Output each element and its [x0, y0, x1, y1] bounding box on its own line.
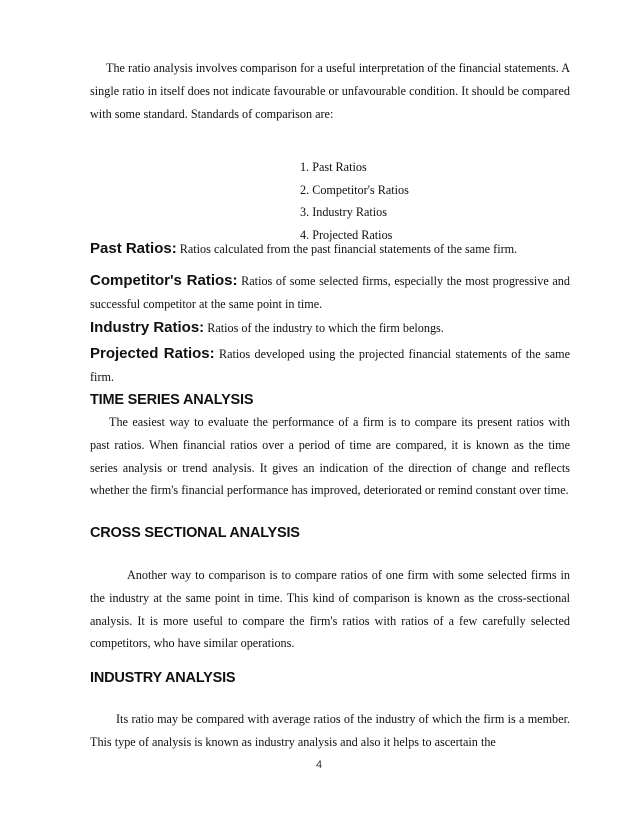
standards-list-item: 2. Competitor's Ratios — [300, 182, 409, 197]
standards-list-item: 1. Past Ratios — [300, 160, 367, 174]
definition-term: Competitor's Ratios: — [90, 272, 238, 289]
definition-projected-ratios — [90, 343, 570, 389]
definition-term: Past Ratios: — [90, 240, 177, 257]
page-number: 4 — [315, 759, 323, 771]
definition-competitor-ratios — [90, 270, 570, 316]
industry-analysis-paragraph: Its ratio may be compared with average ratios of the industry of which the firm is a member. This type of analysis is known as industry analysis and also it helps to ascertain the — [90, 712, 570, 749]
definition-term: Industry Ratios: — [90, 319, 205, 336]
intro-paragraph: The ratio analysis involves comparison for a useful interpretation of the financial statements. A single ratio in itself does not indicate favourable or unfavourable condition. It should be compared with some standard. Standards of comparison are: — [90, 61, 570, 121]
heading-cross-sectional: CROSS SECTIONAL ANALYSIS — [90, 525, 300, 541]
definition-text: Ratios of some selected firms, especially the most progressive and successful competitor at the same point in time. — [90, 274, 570, 311]
definition-term: Projected Ratios: — [90, 345, 215, 362]
definition-text: Ratios developed using the projected financial statements of the same firm. — [90, 347, 571, 384]
definition-text: Ratios calculated from the past financial statements of the same firm. — [179, 242, 518, 256]
heading-time-series: TIME SERIES ANALYSIS — [90, 392, 254, 408]
standards-list — [300, 156, 409, 246]
time-series-paragraph: The easiest way to evaluate the performance of a firm is to compare its present ratios with past ratios. When financial ratios over a period of time are compared, it is known as the time series analysis or trend analysis. It gives an indication of the direction of change and reflects whether the firm's financial performance has improved, deteriorated or remind constant over time. — [90, 415, 570, 498]
cross-sectional-paragraph: Another way to comparison is to compare ratios of one firm with some selected firms in the industry at the same point in time. This kind of comparison is known as the cross-sectional analysis. It is more useful to compare the firm's ratios with ratios of a few carefully selected competitors, who have similar operations. — [90, 568, 570, 651]
standards-list-item: 4. Projected Ratios — [300, 227, 393, 242]
definition-industry-ratios — [90, 317, 570, 340]
definition-text: Ratios of the industry to which the firm belongs. — [207, 321, 444, 335]
definition-past-ratios — [90, 238, 570, 261]
heading-industry-analysis: INDUSTRY ANALYSIS — [90, 670, 236, 686]
standards-list-item: 3. Industry Ratios — [300, 205, 388, 220]
